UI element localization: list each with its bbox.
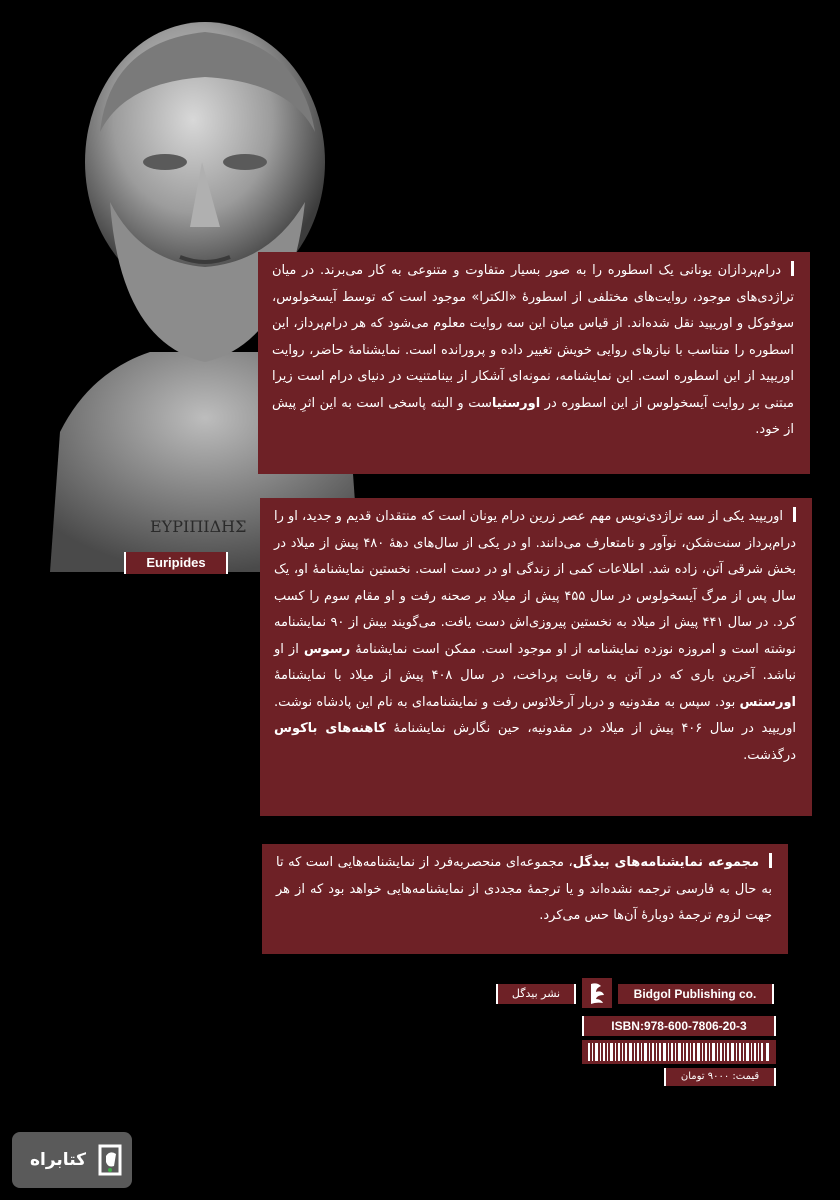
publisher-logo-icon xyxy=(582,978,612,1008)
biography-paragraph-panel xyxy=(260,498,812,816)
intro-paragraph-panel xyxy=(258,252,810,474)
series-text: ، مجموعه‌ای منحصربه‌فرد از نمایشنامه‌هایی است که تا به حال به فارسی ترجمه نشده‌اند و یا ترجمهٔ مجددی از نمایشنامه‌هایی خواهد بود که از هر جهت لزوم ترجمهٔ دوبارهٔ آن‌ها حس می‌کرد. xyxy=(276,855,772,923)
bio-text-c: از او نباشد. آخرین باری که در آتن به رقابت پرداخت، در سال ۴۰۸ پیش از میلاد با نمایشنامهٔ xyxy=(274,641,796,683)
intro-bold-title: اورستیا xyxy=(491,395,541,411)
bullet-bar xyxy=(793,507,796,522)
bullet-bar xyxy=(791,261,794,276)
bio-text-a: اوریپید یکی از سه تراژدی‌نویس مهم عصر زرین درام یونان است که منتقدان قدیم و جدید، او را درام‌پرداز سنت‌شکن، نوآور و نامتعارف می‌دانند. او در یکی از سال‌های دههٔ ۴۸۰ پیش از میلاد در بخش شرقی آتن، زاده شد. اطلاعات کمی از زندگی او در دست است. نخستین نمایشنامهٔ او، یک سال پس از مرگ آیسخولوس در سال ۴۵۵ پیش از میلاد بر صحنه رفت و او مقام سوم را کسب کرد. در سال ۴۴۱ پیش از میلاد به نخستین پیروزی‌اش دست یافت. می‌گویند بیش از ۹۰ نمایشنامه نوشته است و امروزه نوزده نمایشنامه از او موجود است. ممکن است نمایشنامهٔ xyxy=(274,509,797,657)
bust-inscription: ΕΥΡΙΠΙΔΗΣ xyxy=(150,517,247,536)
bio-bold-rhesus: رسوس xyxy=(303,641,351,657)
publisher-row xyxy=(496,978,776,1008)
price-label: قیمت: ۹۰۰۰ تومان xyxy=(664,1068,776,1086)
image-caption: Euripides xyxy=(124,552,228,574)
bio-bold-orestes: اورستس xyxy=(739,694,796,710)
bullet-bar xyxy=(769,853,772,868)
publisher-name-fa: نشر بیدگل xyxy=(496,984,576,1004)
isbn-label: ISBN:978-600-7806-20-3 xyxy=(582,1016,776,1036)
ketabrah-logo-icon xyxy=(96,1142,124,1178)
series-paragraph-panel xyxy=(262,844,788,954)
intro-text-end: ست و البته پاسخی است به این اثرِ پیش از خود. xyxy=(272,395,794,437)
barcode-icon xyxy=(582,1040,776,1064)
intro-text: درام‌پردازان یونانی یک اسطوره را به صور بسیار متفاوت و متنوعی به کار می‌برند. در میان تراژدی‌های موجود، روایت‌های مختلفی از اسطورهٔ «الکترا» موجود است که توسط آیسخولوس، سوفوکل و اوریپید نقل شده‌اند. از قیاس میان این سه روایت معلوم می‌شود که هر درام‌پرداز، این اسطوره را متناسب با نیازهای روایی خویش تغییر داده و پرورانده است. نمایشنامهٔ حاضر، روایت اوریپید از این اسطوره است. این نمایشنامه، نمونه‌ای آشکار از بینامتنیت در دنیای درام است زیرا مبتنی بر روایت آیسخولوس از این اسطوره در xyxy=(272,263,794,411)
series-bold-title: مجموعه نمایشنامه‌های بیدگل xyxy=(572,855,759,870)
publisher-name-en: Bidgol Publishing co. xyxy=(618,984,774,1004)
ketabrah-text: کتابراه xyxy=(29,1150,87,1170)
bio-text-e: درگذشت. xyxy=(743,747,796,763)
bio-text-d: بود. سپس به مقدونیه و دربار آرخلائوس رفت و نمایشنامه‌ای به نام این پادشاه نوشت. اوریپید در سال ۴۰۶ پیش از میلاد در مقدونیه، حین نگارش نمایشنامهٔ xyxy=(274,694,796,736)
bio-bold-bacchae: کاهنه‌های باکوس xyxy=(274,721,386,736)
ketabrah-watermark xyxy=(12,1132,132,1188)
